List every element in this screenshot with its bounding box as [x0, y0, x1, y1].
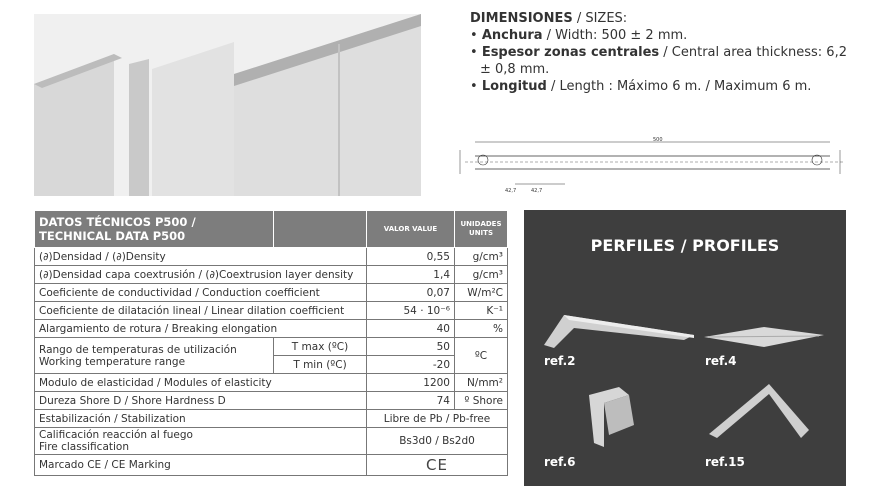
- temperature-label: Rango de temperaturas de utilización Working temperature range: [35, 338, 274, 374]
- profiles-panel: [524, 210, 846, 486]
- dimensions-heading: DIMENSIONES / SIZES:: [470, 11, 628, 26]
- dimensions-block: [470, 10, 860, 95]
- profile-ref-6: ref.6: [544, 455, 576, 469]
- profiles-title: PERFILES / PROFILES: [590, 236, 780, 255]
- table-row: Calificación reacción al fuego Fire classification Bs3d0 / Bs2d0: [35, 428, 508, 455]
- table-row-temp-min: T min (ºC) -20: [35, 356, 508, 374]
- drawing-pitch-b: 42,7: [531, 188, 543, 194]
- table-row-temp-max: Rango de temperaturas de utilización Working temperature range T max (ºC) 50 ºC: [35, 338, 508, 356]
- profile-ref15-image: [709, 382, 809, 442]
- table-row: Coeficiente de dilatación lineal / Linear dilation coefficient 54 · 10⁻⁶ K⁻¹: [35, 302, 508, 320]
- table-row: (∂)Densidad / (∂)Density 0,55 g/cm³: [35, 248, 508, 266]
- drawing-pitch-a: 42,7: [505, 188, 517, 194]
- drawing-width-label: 500: [653, 137, 663, 143]
- dimension-item: • Anchura / Width: 500 ± 2 mm.: [470, 28, 688, 43]
- profile-ref-15: ref.15: [705, 455, 745, 469]
- table-row: (∂)Densidad capa coextrusión / (∂)Coextrusion layer density 1,4 g/cm³: [35, 266, 508, 284]
- profile-ref-4: ref.4: [705, 354, 737, 368]
- table-row: Estabilización / Stabilization Libre de Pb / Pb-free: [35, 410, 508, 428]
- dimension-item: • Longitud / Length : Máximo 6 m. / Maximum 6 m.: [470, 79, 812, 94]
- value-column-header: VALOR VALUE: [367, 211, 455, 248]
- table-row: Coeficiente de conductividad / Conduction coefficient 0,07 W/m²C: [35, 284, 508, 302]
- table-row: Modulo de elasticidad / Modules of elasticity 1200 N/mm²: [35, 374, 508, 392]
- table-row: Dureza Shore D / Shore Hardness D 74 º Shore: [35, 392, 508, 410]
- profile-drawing: [455, 134, 855, 198]
- table-title: DATOS TÉCNICOS P500 / TECHNICAL DATA P500: [35, 211, 274, 248]
- profile-ref-2: ref.2: [544, 354, 576, 368]
- product-photo: [34, 14, 421, 196]
- units-column-header: UNIDADES UNITS: [455, 211, 508, 248]
- profile-ref4-image: [704, 325, 824, 350]
- table-row: Marcado CE / CE Marking CE: [35, 455, 508, 476]
- profile-ref2-image: [544, 310, 694, 350]
- profile-ref6-image: [579, 385, 639, 450]
- table-row: Alargamiento de rotura / Breaking elongation 40 %: [35, 320, 508, 338]
- technical-data-table: [34, 210, 508, 476]
- dimension-item: • Espesor zonas centrales / Central area thickness: 6,2 ± 0,8 mm.: [470, 45, 847, 77]
- ce-mark-icon: CE: [426, 456, 448, 474]
- table-header-row: [35, 211, 508, 248]
